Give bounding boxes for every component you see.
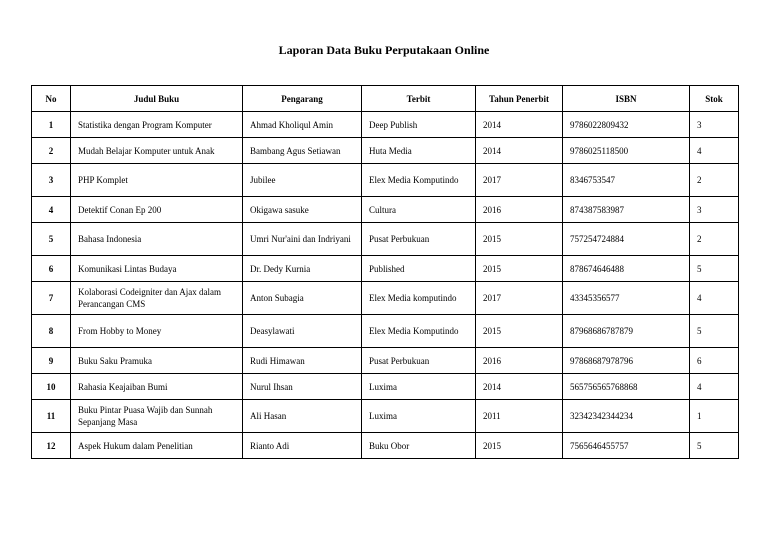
cell-judul: Buku Saku Pramuka: [71, 348, 243, 374]
cell-isbn: 878674646488: [563, 256, 690, 282]
cell-tahun: 2014: [476, 138, 563, 164]
cell-no: 6: [32, 256, 71, 282]
cell-isbn: 757254724884: [563, 223, 690, 256]
cell-stok: 6: [690, 348, 739, 374]
table-row: [32, 197, 739, 223]
cell-isbn: 9786022809432: [563, 112, 690, 138]
cell-tahun: 2017: [476, 164, 563, 197]
cell-terbit: Pusat Perbukuan: [362, 223, 476, 256]
cell-pengarang: Ali Hasan: [243, 400, 362, 433]
cell-stok: 4: [690, 374, 739, 400]
cell-terbit: Published: [362, 256, 476, 282]
cell-stok: 3: [690, 197, 739, 223]
table-row: [32, 315, 739, 348]
table-row: [32, 138, 739, 164]
cell-tahun: 2017: [476, 282, 563, 315]
header-tahun-penerbit: Tahun Penerbit: [476, 86, 563, 112]
cell-pengarang: Dr. Dedy Kurnia: [243, 256, 362, 282]
table-row: [32, 223, 739, 256]
cell-tahun: 2011: [476, 400, 563, 433]
cell-no: 3: [32, 164, 71, 197]
cell-pengarang: Rudi Himawan: [243, 348, 362, 374]
header-terbit: Terbit: [362, 86, 476, 112]
cell-no: 9: [32, 348, 71, 374]
cell-tahun: 2016: [476, 348, 563, 374]
cell-tahun: 2015: [476, 315, 563, 348]
cell-pengarang: Nurul Ihsan: [243, 374, 362, 400]
cell-isbn: 87968686787879: [563, 315, 690, 348]
cell-isbn: 43345356577: [563, 282, 690, 315]
report-title: Laporan Data Buku Perputakaan Online: [278, 43, 490, 57]
cell-no: 5: [32, 223, 71, 256]
table-row: [32, 374, 739, 400]
cell-terbit: Cultura: [362, 197, 476, 223]
cell-terbit: Buku Obor: [362, 433, 476, 459]
cell-no: 10: [32, 374, 71, 400]
cell-isbn: 8346753547: [563, 164, 690, 197]
cell-isbn: 7565646455757: [563, 433, 690, 459]
cell-no: 8: [32, 315, 71, 348]
cell-terbit: Elex Media Komputindo: [362, 315, 476, 348]
cell-stok: 5: [690, 433, 739, 459]
cell-stok: 4: [690, 138, 739, 164]
cell-terbit: Elex Media komputindo: [362, 282, 476, 315]
cell-judul: Rahasia Keajaiban Bumi: [71, 374, 243, 400]
book-table: [31, 85, 739, 459]
cell-tahun: 2016: [476, 197, 563, 223]
cell-judul: PHP Komplet: [71, 164, 243, 197]
cell-judul: From Hobby to Money: [71, 315, 243, 348]
cell-pengarang: Deasylawati: [243, 315, 362, 348]
cell-judul: Komunikasi Lintas Budaya: [71, 256, 243, 282]
table-row: [32, 164, 739, 197]
cell-no: 11: [32, 400, 71, 433]
cell-judul: Buku Pintar Puasa Wajib dan Sunnah Sepanjang Masa: [71, 400, 243, 433]
cell-isbn: 874387583987: [563, 197, 690, 223]
cell-terbit: Luxima: [362, 400, 476, 433]
cell-stok: 2: [690, 223, 739, 256]
table-row: [32, 282, 739, 315]
table-row: [32, 348, 739, 374]
cell-pengarang: Ahmad Kholiqul Amin: [243, 112, 362, 138]
cell-isbn: 565756565768868: [563, 374, 690, 400]
cell-pengarang: Rianto Adi: [243, 433, 362, 459]
header-stok: Stok: [690, 86, 739, 112]
table-row: [32, 112, 739, 138]
cell-terbit: Pusat Perbukuan: [362, 348, 476, 374]
cell-judul: Detektif Conan Ep 200: [71, 197, 243, 223]
header-isbn: ISBN: [563, 86, 690, 112]
cell-terbit: Elex Media Komputindo: [362, 164, 476, 197]
cell-stok: 5: [690, 315, 739, 348]
cell-no: 2: [32, 138, 71, 164]
cell-stok: 2: [690, 164, 739, 197]
cell-isbn: 9786025118500: [563, 138, 690, 164]
cell-pengarang: Bambang Agus Setiawan: [243, 138, 362, 164]
cell-no: 1: [32, 112, 71, 138]
cell-terbit: Deep Publish: [362, 112, 476, 138]
header-judul-buku: Judul Buku: [71, 86, 243, 112]
header-pengarang: Pengarang: [243, 86, 362, 112]
cell-no: 7: [32, 282, 71, 315]
cell-judul: Statistika dengan Program Komputer: [71, 112, 243, 138]
cell-stok: 3: [690, 112, 739, 138]
cell-pengarang: Jubilee: [243, 164, 362, 197]
cell-terbit: Luxima: [362, 374, 476, 400]
cell-stok: 5: [690, 256, 739, 282]
cell-isbn: 97868687978796: [563, 348, 690, 374]
cell-tahun: 2015: [476, 256, 563, 282]
cell-tahun: 2015: [476, 223, 563, 256]
cell-no: 12: [32, 433, 71, 459]
cell-pengarang: Anton Subagia: [243, 282, 362, 315]
cell-pengarang: Okigawa sasuke: [243, 197, 362, 223]
header-no: No: [32, 86, 71, 112]
cell-pengarang: Umri Nur'aini dan Indriyani: [243, 223, 362, 256]
cell-terbit: Huta Media: [362, 138, 476, 164]
cell-tahun: 2014: [476, 374, 563, 400]
cell-tahun: 2015: [476, 433, 563, 459]
cell-isbn: 32342342344234: [563, 400, 690, 433]
cell-stok: 1: [690, 400, 739, 433]
table-row: [32, 256, 739, 282]
cell-stok: 4: [690, 282, 739, 315]
cell-judul: Mudah Belajar Komputer untuk Anak: [71, 138, 243, 164]
cell-judul: Kolaborasi Codeigniter dan Ajax dalam Perancangan CMS: [71, 282, 243, 315]
table-row: [32, 433, 739, 459]
cell-judul: Aspek Hukum dalam Penelitian: [71, 433, 243, 459]
cell-tahun: 2014: [476, 112, 563, 138]
header-row: [32, 86, 739, 112]
cell-judul: Bahasa Indonesia: [71, 223, 243, 256]
table-row: [32, 400, 739, 433]
cell-no: 4: [32, 197, 71, 223]
